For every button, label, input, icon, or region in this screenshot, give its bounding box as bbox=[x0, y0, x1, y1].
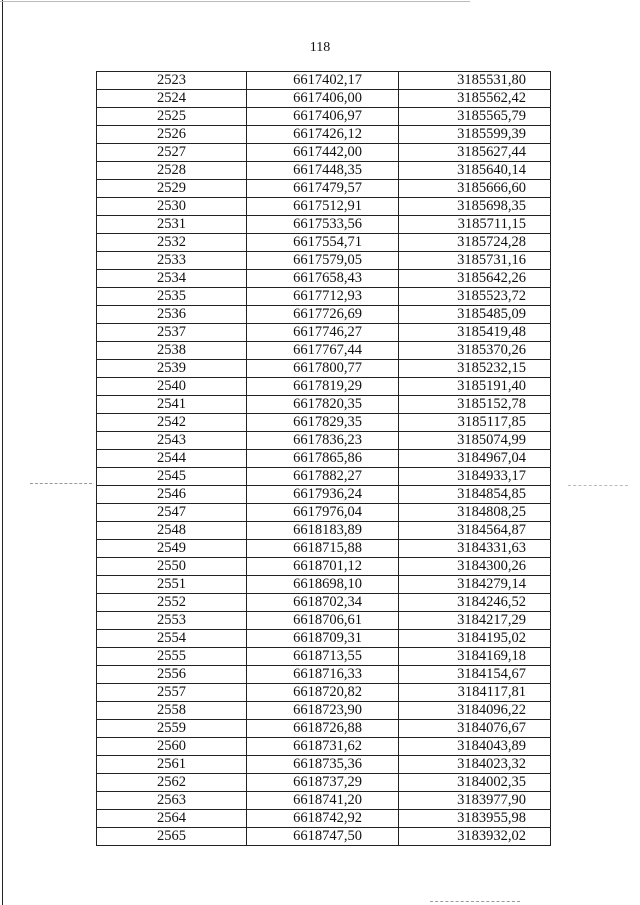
point-number-cell: 2563 bbox=[97, 792, 247, 810]
y-coordinate-cell: 3184117,81 bbox=[399, 684, 551, 702]
y-coordinate-cell: 3184195,02 bbox=[399, 630, 551, 648]
point-number-cell: 2564 bbox=[97, 810, 247, 828]
table-row bbox=[97, 720, 551, 738]
point-number-cell: 2540 bbox=[97, 378, 247, 396]
x-coordinate-cell: 6617402,17 bbox=[247, 72, 399, 90]
table-row bbox=[97, 756, 551, 774]
x-coordinate-cell: 6618747,50 bbox=[247, 828, 399, 846]
point-number-cell: 2549 bbox=[97, 540, 247, 558]
point-number-cell: 2531 bbox=[97, 216, 247, 234]
x-coordinate-cell: 6618716,33 bbox=[247, 666, 399, 684]
x-coordinate-cell: 6618183,89 bbox=[247, 522, 399, 540]
x-coordinate-cell: 6617800,77 bbox=[247, 360, 399, 378]
x-coordinate-cell: 6617442,00 bbox=[247, 144, 399, 162]
x-coordinate-cell: 6617406,97 bbox=[247, 108, 399, 126]
x-coordinate-cell: 6618702,34 bbox=[247, 594, 399, 612]
table-row bbox=[97, 432, 551, 450]
table-row bbox=[97, 378, 551, 396]
y-coordinate-cell: 3185565,79 bbox=[399, 108, 551, 126]
x-coordinate-cell: 6618741,20 bbox=[247, 792, 399, 810]
table-row bbox=[97, 684, 551, 702]
point-number-cell: 2538 bbox=[97, 342, 247, 360]
point-number-cell: 2534 bbox=[97, 270, 247, 288]
table-row bbox=[97, 342, 551, 360]
table-row bbox=[97, 774, 551, 792]
x-coordinate-cell: 6617512,91 bbox=[247, 198, 399, 216]
point-number-cell: 2547 bbox=[97, 504, 247, 522]
x-coordinate-cell: 6617726,69 bbox=[247, 306, 399, 324]
point-number-cell: 2555 bbox=[97, 648, 247, 666]
y-coordinate-cell: 3184808,25 bbox=[399, 504, 551, 522]
y-coordinate-cell: 3184331,63 bbox=[399, 540, 551, 558]
scan-artifact-right bbox=[568, 485, 628, 486]
table-row bbox=[97, 144, 551, 162]
y-coordinate-cell: 3184154,67 bbox=[399, 666, 551, 684]
point-number-cell: 2551 bbox=[97, 576, 247, 594]
x-coordinate-cell: 6618715,88 bbox=[247, 540, 399, 558]
x-coordinate-cell: 6617829,35 bbox=[247, 414, 399, 432]
table-row bbox=[97, 216, 551, 234]
point-number-cell: 2560 bbox=[97, 738, 247, 756]
table-row bbox=[97, 198, 551, 216]
x-coordinate-cell: 6618726,88 bbox=[247, 720, 399, 738]
point-number-cell: 2548 bbox=[97, 522, 247, 540]
table-row bbox=[97, 180, 551, 198]
y-coordinate-cell: 3184002,35 bbox=[399, 774, 551, 792]
point-number-cell: 2530 bbox=[97, 198, 247, 216]
point-number-cell: 2528 bbox=[97, 162, 247, 180]
table-row bbox=[97, 360, 551, 378]
y-coordinate-cell: 3184023,32 bbox=[399, 756, 551, 774]
y-coordinate-cell: 3184933,17 bbox=[399, 468, 551, 486]
x-coordinate-cell: 6618709,31 bbox=[247, 630, 399, 648]
point-number-cell: 2546 bbox=[97, 486, 247, 504]
table-row bbox=[97, 108, 551, 126]
point-number-cell: 2524 bbox=[97, 90, 247, 108]
x-coordinate-cell: 6618731,62 bbox=[247, 738, 399, 756]
point-number-cell: 2544 bbox=[97, 450, 247, 468]
scan-left-edge bbox=[2, 0, 3, 905]
x-coordinate-cell: 6617658,43 bbox=[247, 270, 399, 288]
point-number-cell: 2537 bbox=[97, 324, 247, 342]
y-coordinate-cell: 3185370,26 bbox=[399, 342, 551, 360]
point-number-cell: 2536 bbox=[97, 306, 247, 324]
table-row bbox=[97, 126, 551, 144]
y-coordinate-cell: 3184967,04 bbox=[399, 450, 551, 468]
x-coordinate-cell: 6617426,12 bbox=[247, 126, 399, 144]
point-number-cell: 2559 bbox=[97, 720, 247, 738]
scan-artifact-left bbox=[30, 483, 92, 484]
x-coordinate-cell: 6617976,04 bbox=[247, 504, 399, 522]
y-coordinate-cell: 3185640,14 bbox=[399, 162, 551, 180]
point-number-cell: 2539 bbox=[97, 360, 247, 378]
y-coordinate-cell: 3184076,67 bbox=[399, 720, 551, 738]
scan-artifact-bottom bbox=[430, 901, 520, 902]
point-number-cell: 2557 bbox=[97, 684, 247, 702]
y-coordinate-cell: 3185191,40 bbox=[399, 378, 551, 396]
table-row bbox=[97, 522, 551, 540]
x-coordinate-cell: 6617533,56 bbox=[247, 216, 399, 234]
point-number-cell: 2565 bbox=[97, 828, 247, 846]
x-coordinate-cell: 6618720,82 bbox=[247, 684, 399, 702]
table-row bbox=[97, 558, 551, 576]
table-row bbox=[97, 72, 551, 90]
y-coordinate-cell: 3185531,80 bbox=[399, 72, 551, 90]
x-coordinate-cell: 6617936,24 bbox=[247, 486, 399, 504]
table-row bbox=[97, 234, 551, 252]
page-number: 118 bbox=[309, 40, 331, 55]
y-coordinate-cell: 3183932,02 bbox=[399, 828, 551, 846]
table-row bbox=[97, 396, 551, 414]
x-coordinate-cell: 6618701,12 bbox=[247, 558, 399, 576]
y-coordinate-cell: 3185731,16 bbox=[399, 252, 551, 270]
coordinates-table-body bbox=[97, 72, 551, 846]
table-row bbox=[97, 252, 551, 270]
table-row bbox=[97, 648, 551, 666]
x-coordinate-cell: 6617819,29 bbox=[247, 378, 399, 396]
x-coordinate-cell: 6617406,00 bbox=[247, 90, 399, 108]
y-coordinate-cell: 3185627,44 bbox=[399, 144, 551, 162]
table-row bbox=[97, 792, 551, 810]
point-number-cell: 2525 bbox=[97, 108, 247, 126]
y-coordinate-cell: 3185711,15 bbox=[399, 216, 551, 234]
table-row bbox=[97, 90, 551, 108]
y-coordinate-cell: 3185599,39 bbox=[399, 126, 551, 144]
table-row bbox=[97, 270, 551, 288]
table-row bbox=[97, 162, 551, 180]
table-row bbox=[97, 486, 551, 504]
point-number-cell: 2553 bbox=[97, 612, 247, 630]
table-row bbox=[97, 594, 551, 612]
x-coordinate-cell: 6617865,86 bbox=[247, 450, 399, 468]
table-row bbox=[97, 306, 551, 324]
y-coordinate-cell: 3185074,99 bbox=[399, 432, 551, 450]
table-row bbox=[97, 450, 551, 468]
point-number-cell: 2535 bbox=[97, 288, 247, 306]
x-coordinate-cell: 6618735,36 bbox=[247, 756, 399, 774]
y-coordinate-cell: 3184279,14 bbox=[399, 576, 551, 594]
y-coordinate-cell: 3184217,29 bbox=[399, 612, 551, 630]
point-number-cell: 2533 bbox=[97, 252, 247, 270]
y-coordinate-cell: 3183955,98 bbox=[399, 810, 551, 828]
y-coordinate-cell: 3184564,87 bbox=[399, 522, 551, 540]
x-coordinate-cell: 6617746,27 bbox=[247, 324, 399, 342]
point-number-cell: 2526 bbox=[97, 126, 247, 144]
y-coordinate-cell: 3185232,15 bbox=[399, 360, 551, 378]
y-coordinate-cell: 3185666,60 bbox=[399, 180, 551, 198]
point-number-cell: 2561 bbox=[97, 756, 247, 774]
y-coordinate-cell: 3185698,35 bbox=[399, 198, 551, 216]
y-coordinate-cell: 3185562,42 bbox=[399, 90, 551, 108]
x-coordinate-cell: 6617579,05 bbox=[247, 252, 399, 270]
x-coordinate-cell: 6618737,29 bbox=[247, 774, 399, 792]
y-coordinate-cell: 3185152,78 bbox=[399, 396, 551, 414]
point-number-cell: 2550 bbox=[97, 558, 247, 576]
point-number-cell: 2558 bbox=[97, 702, 247, 720]
table-row bbox=[97, 810, 551, 828]
y-coordinate-cell: 3185419,48 bbox=[399, 324, 551, 342]
table-row bbox=[97, 612, 551, 630]
point-number-cell: 2552 bbox=[97, 594, 247, 612]
table-row bbox=[97, 738, 551, 756]
y-coordinate-cell: 3184169,18 bbox=[399, 648, 551, 666]
x-coordinate-cell: 6618706,61 bbox=[247, 612, 399, 630]
point-number-cell: 2545 bbox=[97, 468, 247, 486]
y-coordinate-cell: 3184854,85 bbox=[399, 486, 551, 504]
x-coordinate-cell: 6617836,23 bbox=[247, 432, 399, 450]
y-coordinate-cell: 3185642,26 bbox=[399, 270, 551, 288]
table-row bbox=[97, 540, 551, 558]
point-number-cell: 2541 bbox=[97, 396, 247, 414]
x-coordinate-cell: 6617479,57 bbox=[247, 180, 399, 198]
point-number-cell: 2543 bbox=[97, 432, 247, 450]
x-coordinate-cell: 6618713,55 bbox=[247, 648, 399, 666]
table-row bbox=[97, 324, 551, 342]
scan-top-edge bbox=[0, 1, 470, 2]
point-number-cell: 2532 bbox=[97, 234, 247, 252]
y-coordinate-cell: 3184246,52 bbox=[399, 594, 551, 612]
table-row bbox=[97, 288, 551, 306]
x-coordinate-cell: 6617820,35 bbox=[247, 396, 399, 414]
table-row bbox=[97, 468, 551, 486]
table-row bbox=[97, 702, 551, 720]
table-row bbox=[97, 666, 551, 684]
x-coordinate-cell: 6618742,92 bbox=[247, 810, 399, 828]
x-coordinate-cell: 6618698,10 bbox=[247, 576, 399, 594]
point-number-cell: 2527 bbox=[97, 144, 247, 162]
y-coordinate-cell: 3184300,26 bbox=[399, 558, 551, 576]
x-coordinate-cell: 6617712,93 bbox=[247, 288, 399, 306]
y-coordinate-cell: 3184096,22 bbox=[399, 702, 551, 720]
point-number-cell: 2523 bbox=[97, 72, 247, 90]
y-coordinate-cell: 3185117,85 bbox=[399, 414, 551, 432]
y-coordinate-cell: 3183977,90 bbox=[399, 792, 551, 810]
y-coordinate-cell: 3185724,28 bbox=[399, 234, 551, 252]
y-coordinate-cell: 3185523,72 bbox=[399, 288, 551, 306]
point-number-cell: 2529 bbox=[97, 180, 247, 198]
y-coordinate-cell: 3184043,89 bbox=[399, 738, 551, 756]
x-coordinate-cell: 6617882,27 bbox=[247, 468, 399, 486]
x-coordinate-cell: 6617448,35 bbox=[247, 162, 399, 180]
point-number-cell: 2556 bbox=[97, 666, 247, 684]
x-coordinate-cell: 6618723,90 bbox=[247, 702, 399, 720]
point-number-cell: 2562 bbox=[97, 774, 247, 792]
point-number-cell: 2554 bbox=[97, 630, 247, 648]
y-coordinate-cell: 3185485,09 bbox=[399, 306, 551, 324]
table-row bbox=[97, 828, 551, 846]
table-row bbox=[97, 504, 551, 522]
coordinates-table bbox=[96, 71, 551, 846]
table-row bbox=[97, 630, 551, 648]
table-row bbox=[97, 414, 551, 432]
x-coordinate-cell: 6617767,44 bbox=[247, 342, 399, 360]
x-coordinate-cell: 6617554,71 bbox=[247, 234, 399, 252]
table-row bbox=[97, 576, 551, 594]
point-number-cell: 2542 bbox=[97, 414, 247, 432]
